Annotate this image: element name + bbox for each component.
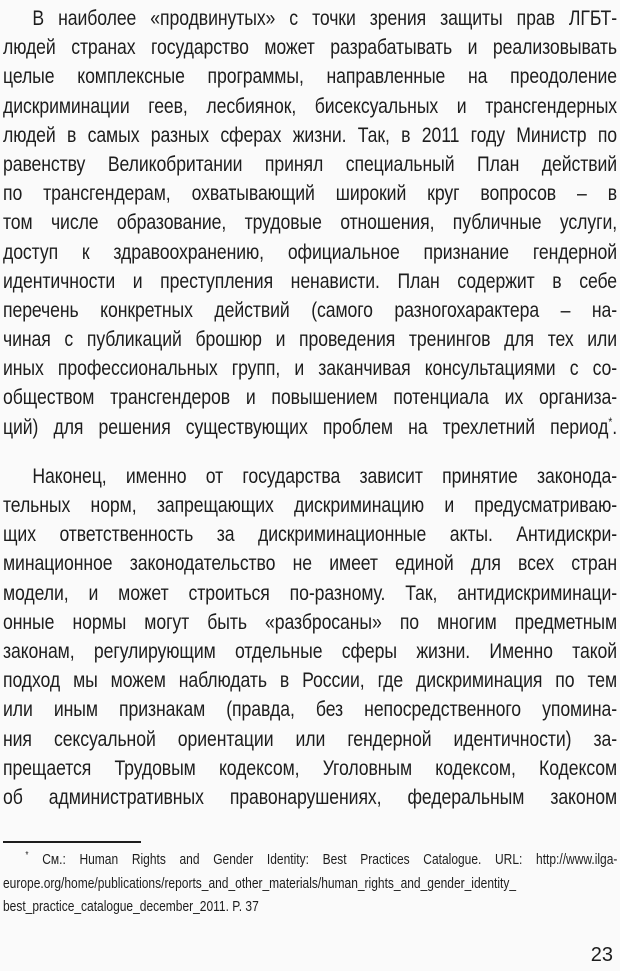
text-line: людей в самых разных сферах жизни. Так, в 2011 году Министр по [3, 123, 618, 147]
text-line: по трансгендерам, охватывающий широкий круг вопросов – в [3, 182, 618, 206]
text-line: целые комплексные программы, направленные на преодоление [3, 65, 618, 89]
paragraph-2 [3, 462, 617, 812]
text-line: обществом трансгендеров и повышением потенциала их организа- [3, 386, 618, 410]
footnote-marker: * [25, 850, 29, 862]
text-line: том числе образование, трудовые отношения, публичные услуги, [3, 211, 618, 235]
text-line: ния сексуальной ориентации или гендерной идентичности) за- [3, 727, 618, 751]
text-line: доступ к здравоохранению, официальное признание гендерной [3, 240, 618, 264]
text-line: онные нормы могут быть «разбросаны» по многим предметным [3, 610, 618, 634]
footnote-ref: * [608, 414, 613, 429]
text-line: законам, регулирующим отдельные сферы жизни. Именно такой [3, 639, 618, 663]
page-number: 23 [590, 944, 613, 966]
text-line: дискриминации геев, лесбиянок, бисексуальных и трансгендерных [3, 94, 618, 118]
text-line: иных профессиональных групп, и заканчивая консультациями с со- [3, 357, 618, 381]
text-line: подход мы можем наблюдать в России, где дискриминация по тем [3, 669, 618, 693]
text-line: тельных норм, запрещающих дискриминацию и предусматриваю- [3, 494, 618, 517]
footnote-block [3, 841, 617, 919]
text-line: щих ответственность за дискриминационные акты. Антидискри- [3, 523, 618, 547]
paragraph-spacer [3, 442, 617, 462]
text-line: Наконец, именно от государства зависит принятие законода- [32, 464, 618, 488]
text-line: минационное законодательство не имеет единой для всех стран [3, 552, 618, 576]
footnote-separator [3, 841, 141, 843]
text-line: людей странах государство может разрабатывать и реализовывать [3, 36, 618, 60]
text-line: об административных правонарушениях, федеральным законом [3, 785, 618, 809]
text-line: равенству Великобритании принял специальный План действий [3, 152, 618, 176]
text-segment: . [612, 415, 618, 439]
footnote-line: europe.org/home/publications/reports_and_other_materials/human_rights_and_gender_identity_ [3, 874, 517, 892]
text-segment: ций) для решения существующих проблем на трехлетний период [3, 415, 609, 439]
footnote-text: См.: Human Rights and Gender Identity: Best Practices Catalogue. URL: http://www.ilga- [42, 851, 618, 869]
text-line: или иным признакам (правда, без непосредственного упомина- [3, 698, 618, 722]
text-line: модели, и может строиться по-разному. Так, антидискриминаци- [3, 581, 618, 605]
text-line: чиная с публикаций брошюр и проведения тренингов для тех или [3, 328, 618, 352]
text-line: В наиболее «продвинутых» с точки зрения защиты прав ЛГБТ- [32, 7, 618, 30]
paragraph-1 [3, 4, 617, 442]
text-line: идентичности и преступления ненависти. План содержит в себе [3, 269, 618, 293]
footnote-line: best_practice_catalogue_december_2011. P. 37 [3, 898, 259, 916]
text-line: прещается Трудовым кодексом, Уголовным кодексом, Кодексом [3, 756, 618, 780]
text-line [3, 413, 617, 442]
text-line: перечень конкретных действий (самого разногохарактера – на- [3, 298, 618, 322]
footnote-line [3, 848, 617, 872]
